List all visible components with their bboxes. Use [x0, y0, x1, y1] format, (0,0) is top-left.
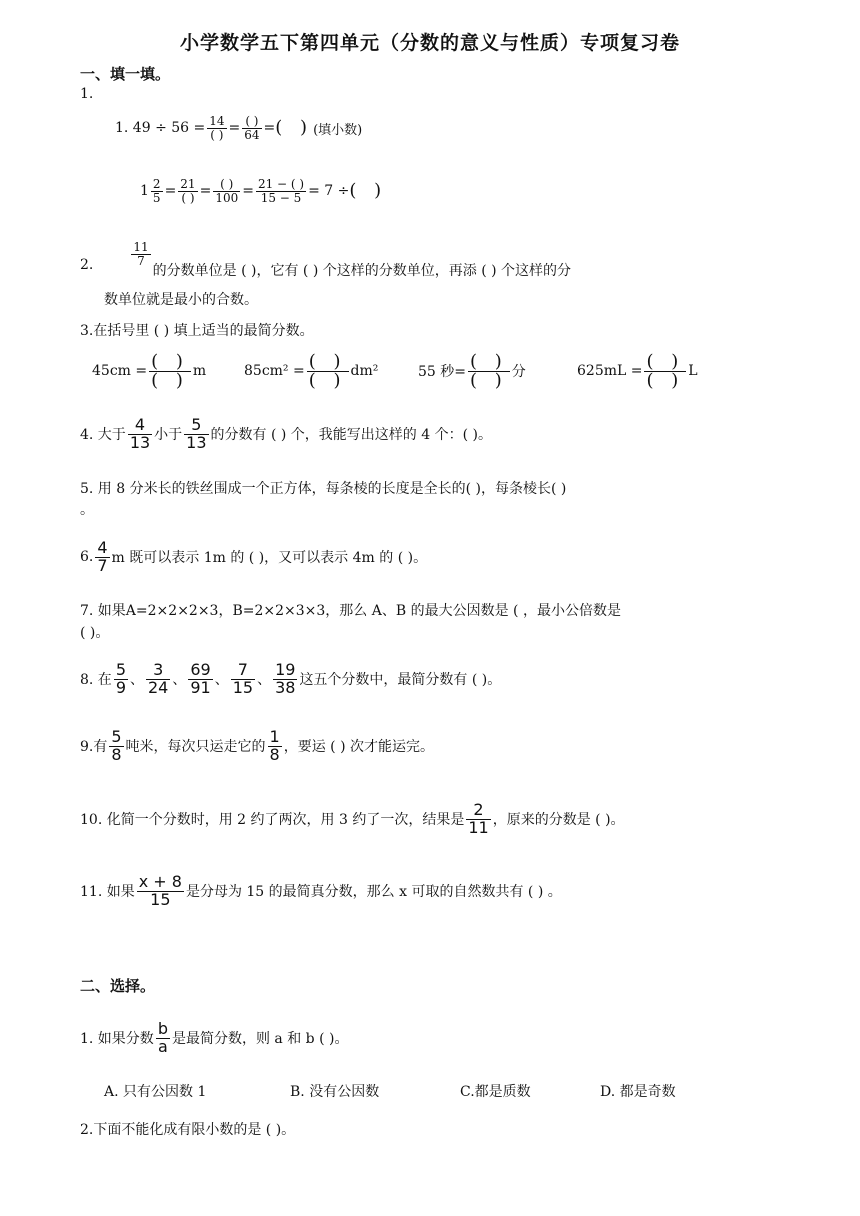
- q3-answer-fraction[interactable]: [149, 350, 191, 391]
- q10-line: [80, 797, 625, 841]
- frac-denominator: 7: [137, 253, 145, 268]
- q9-text-c: ，要运 ( ) 次才能运完。: [283, 739, 435, 755]
- q1-l1-lead: 1. 49 ÷ 56 =: [115, 120, 206, 136]
- q1-l2-frac3: [256, 178, 306, 204]
- frac-numerator: 7: [231, 662, 255, 680]
- frac-denominator: 91: [190, 677, 211, 697]
- equals-sign: =: [164, 183, 177, 199]
- s2-q2-text: 2.下面不能化成有限小数的是 ( )。: [80, 1122, 296, 1138]
- frac-numerator: ( ): [242, 115, 261, 129]
- frac-numerator: 69: [190, 659, 211, 679]
- q1-l2-mixed-frac: [151, 178, 163, 204]
- q6-line: [80, 536, 427, 578]
- mixed-whole: 1: [140, 183, 149, 199]
- frac-numerator: 5: [184, 417, 208, 435]
- frac-numerator: 21: [180, 176, 196, 191]
- q11-line: [80, 868, 562, 914]
- frac-numerator: 21 − ( ): [257, 176, 305, 191]
- frac-numerator: 19: [275, 659, 296, 679]
- q9-frac1: [109, 726, 123, 764]
- q3-text: 3.在括号里 ( ) 填上适当的最简分数。: [80, 323, 314, 339]
- q8-frac-2: [188, 659, 212, 697]
- frac-denominator: ( ): [308, 369, 347, 391]
- q8-line: [80, 657, 501, 701]
- frac-denominator: 9: [115, 677, 126, 697]
- frac-denominator: 100: [215, 190, 239, 205]
- q3-answer-fraction[interactable]: [644, 350, 686, 391]
- frac-denominator: ( ): [470, 369, 508, 391]
- q3-item-0: [92, 346, 206, 396]
- frac-denominator: 24: [148, 677, 169, 697]
- q11-fraction: [137, 871, 184, 909]
- page-title: 小学数学五下第四单元（分数的意义与性质）专项复习卷: [179, 32, 680, 54]
- frac-denominator: 13: [186, 432, 207, 452]
- q10-text-a: 10. 化简一个分数时，用 2 约了两次，用 3 约了一次，结果是: [80, 812, 465, 828]
- frac-numerator: 14: [209, 113, 225, 128]
- q9-text-b: 吨米，每次只运走它的: [125, 739, 266, 755]
- frac-denominator: 13: [129, 432, 151, 452]
- frac-denominator: ( ): [210, 127, 224, 142]
- frac-numerator: 2: [466, 802, 490, 820]
- equals-sign: =: [242, 183, 254, 199]
- q8-frac-0: [114, 659, 128, 697]
- q11-text-b: 是分母为 15 的最简真分数，那么 x 可取的自然数共有 ( ) 。: [185, 884, 562, 900]
- frac-denominator: 64: [244, 127, 260, 142]
- frac-numerator: 4: [97, 537, 108, 557]
- q3-item-lead: 625mL =: [577, 363, 643, 379]
- q3-item-unit: m: [192, 363, 207, 379]
- frac-denominator: a: [157, 1036, 168, 1056]
- q6-fraction: [95, 537, 109, 575]
- q2-line1: [80, 239, 572, 280]
- q2-line2: 数单位就是最小的合数。: [104, 292, 258, 308]
- q6-number: 6.: [80, 549, 94, 565]
- frac-denominator: ( ): [151, 369, 189, 391]
- q8-frac-3: [231, 659, 255, 697]
- frac-numerator: ( ): [470, 350, 508, 372]
- q10-text-b: ，原来的分数是 ( )。: [492, 812, 625, 828]
- frac-numerator: 3: [146, 662, 170, 680]
- frac-denominator: 15: [150, 889, 171, 909]
- q1-l1-frac2: [242, 115, 261, 141]
- frac-numerator: 4: [128, 417, 152, 435]
- option-a[interactable]: A. 只有公因数 1: [104, 1084, 207, 1100]
- frac-denominator: 15 − 5: [260, 190, 302, 205]
- frac-numerator: 11: [133, 239, 149, 254]
- q3-answer-fraction[interactable]: [468, 350, 510, 391]
- frac-numerator: ( ): [308, 350, 347, 372]
- separator: 、: [130, 672, 144, 688]
- answer-blank[interactable]: ( ): [349, 180, 388, 201]
- section-heading-choice: 二、选择。: [80, 977, 156, 995]
- q3-item-unit: dm²: [350, 363, 379, 379]
- q8-frac-1: [146, 659, 170, 697]
- q7-line1: 7. 如果A=2×2×2×3，B=2×2×3×3，那么 A、B 的最大公因数是 ( ，最小公倍数是: [80, 603, 621, 619]
- q9-text-a: 9.有: [80, 739, 108, 755]
- equals-sign: =: [199, 183, 212, 199]
- q4-text-a: 4. 大于: [80, 427, 126, 443]
- q2-text: 的分数单位是 ( )，它有 ( ) 个这样的分数单位，再添 ( ) 个这样的分: [152, 263, 572, 279]
- s2-q1-line: [80, 1015, 348, 1061]
- q5-line1: 5. 用 8 分米长的铁丝围成一个正方体，每条棱的长度是全长的( )，每条棱长( ): [80, 481, 567, 497]
- q4-text-c: 的分数有 ( ) 个，我能写出这样的 4 个：( )。: [210, 427, 492, 443]
- s2-q1-fraction: [156, 1018, 170, 1056]
- q3-item-unit: 分: [511, 364, 526, 380]
- q3-item-2: [418, 346, 526, 396]
- s2-q1-text-a: 1. 如果分数: [80, 1031, 154, 1047]
- q8-text-b: 这五个分数中，最简分数有 ( )。: [299, 672, 502, 688]
- q3-item-lead: 55 秒=: [418, 364, 466, 380]
- frac-denominator: 11: [468, 817, 489, 837]
- q10-fraction: [466, 799, 490, 837]
- frac-denominator: 8: [111, 744, 122, 764]
- q1-line1: [115, 106, 362, 150]
- option-b[interactable]: B. 没有公因数: [290, 1084, 380, 1100]
- separator: 、: [257, 672, 272, 688]
- separator: 、: [172, 672, 187, 688]
- q8-text-a: 8. 在: [80, 672, 112, 688]
- frac-numerator: 2: [152, 176, 161, 191]
- q4-frac1: [128, 414, 152, 452]
- frac-denominator: 8: [269, 744, 280, 764]
- q1-l2-frac1: [178, 178, 197, 204]
- q3-item-3: [577, 346, 698, 396]
- frac-numerator: b: [157, 1018, 168, 1038]
- q9-frac2: [268, 726, 282, 764]
- q2-number: 2.: [80, 257, 94, 273]
- frac-numerator: x + 8: [138, 871, 182, 891]
- q4-frac2: [184, 414, 208, 452]
- frac-denominator: 15: [232, 677, 254, 697]
- q3-item-unit: L: [688, 363, 698, 379]
- frac-numerator: 5: [111, 726, 122, 746]
- frac-denominator: ( ): [181, 190, 195, 205]
- q2-fraction: [131, 241, 150, 267]
- answer-blank[interactable]: ( ): [275, 117, 314, 138]
- frac-numerator: 1: [269, 726, 280, 746]
- q1-l1-frac1: [207, 115, 226, 141]
- q3-item-lead: 85cm² =: [244, 363, 305, 379]
- frac-numerator: 5: [115, 659, 126, 679]
- q1-line2: [140, 168, 387, 214]
- q5-line2: 。: [80, 502, 94, 518]
- frac-denominator: 38: [275, 677, 296, 697]
- frac-denominator: 7: [97, 555, 108, 575]
- section-heading-fill-in: 一、填一填。: [80, 65, 171, 83]
- division-expression: = 7 ÷: [308, 183, 350, 199]
- q1-l2-frac2: [213, 178, 240, 204]
- q3-answer-fraction[interactable]: [307, 350, 349, 391]
- equals-sign: =: [228, 120, 241, 136]
- separator: 、: [214, 672, 229, 688]
- q7-line2: ( )。: [80, 625, 110, 641]
- option-d[interactable]: D. 都是奇数: [600, 1084, 676, 1100]
- frac-numerator: ( ): [151, 350, 189, 372]
- q8-frac-4: [273, 659, 297, 697]
- option-c[interactable]: C.都是质数: [460, 1084, 531, 1100]
- frac-numerator: ( ): [213, 178, 240, 192]
- q4-text-b: 小于: [154, 427, 183, 443]
- q1-number: 1.: [80, 86, 94, 102]
- q3-item-1: [244, 346, 378, 396]
- frac-numerator: ( ): [646, 350, 685, 372]
- q11-text-a: 11. 如果: [80, 884, 135, 900]
- q6-text: m 既可以表示 1m 的 ( )，又可以表示 4m 的 ( )。: [111, 550, 428, 566]
- frac-denominator: ( ): [646, 369, 685, 391]
- q9-line: [80, 724, 434, 768]
- s2-q1-text-b: 是最简分数，则 a 和 b ( )。: [171, 1031, 349, 1047]
- q4-line: [80, 413, 492, 455]
- frac-denominator: 5: [152, 190, 161, 205]
- q1-l1-note: (填小数): [313, 122, 363, 138]
- q3-item-lead: 45cm =: [92, 363, 148, 379]
- equals-sign: =: [263, 120, 276, 136]
